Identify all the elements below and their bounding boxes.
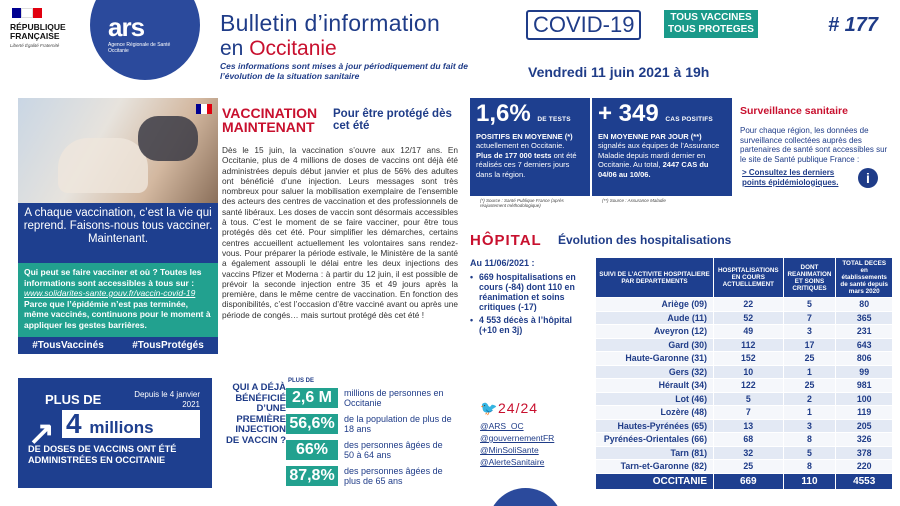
bulletin-date: Vendredi 11 juin 2021 à 19h (528, 64, 710, 80)
table-cell: 152 (714, 352, 784, 366)
table-cell: 13 (714, 419, 784, 433)
vaccination-heading-a: VACCINATION (222, 105, 318, 121)
department-name: Ariège (09) (596, 298, 714, 312)
table-cell: 119 (836, 406, 893, 420)
positive-cases-text-2: 2447 CAS du 04/06 au 10/06. (598, 160, 709, 179)
table-row (596, 379, 893, 393)
table-cell: 122 (714, 379, 784, 393)
table-cell: 7 (783, 311, 836, 325)
hospital-subheading: Évolution des hospitalisations (558, 233, 732, 247)
positive-cases-count: + 349 (598, 100, 659, 127)
table-cell: 25 (714, 460, 784, 474)
table-cell: 806 (836, 352, 893, 366)
table-cell: 5 (783, 446, 836, 460)
region-title (220, 37, 337, 61)
hospital-summary-item: • 669 hospitalisations en cours (-84) dont 110 en réanimation et soins critiques (-17) (470, 272, 590, 312)
vaccination-heading (222, 106, 317, 134)
positive-cases-unit: CAS POSITIFS (665, 116, 713, 123)
table-cell: 365 (836, 311, 893, 325)
republique-francaise-logo (10, 8, 90, 72)
table-cell: 378 (836, 446, 893, 460)
ars-subtitle: Agence Régionale de Santé Occitanie (108, 42, 171, 54)
table-row (596, 365, 893, 379)
region-name: Occitanie (249, 37, 337, 60)
positive-tests-text-3: ont été réalisés ces 7 derniers jours dans la région. (476, 150, 577, 179)
stat-pill-label: millions de personnes en Occitanie (344, 388, 444, 408)
table-row (596, 325, 893, 339)
positive-tests-value (476, 102, 584, 132)
first-injection-plus-de: PLUS DE (288, 378, 315, 384)
table-header-cell: SUIVI DE L’ACTIVITE HOSPITALIERE PAR DEPARTEMENTS (596, 258, 714, 298)
decorative-circle (488, 488, 563, 506)
table-total-row (596, 473, 893, 489)
doses-description: DE DOSES DE VACCINS ONT ÉTÉ ADMINISTRÉES EN OCCITANIE (28, 444, 177, 465)
table-cell: 22 (714, 298, 784, 312)
positive-tests-label: POSITIFS EN MOYENNE (*) (476, 132, 573, 141)
photo-arm-shape (58, 138, 148, 193)
department-name: Gers (32) (596, 365, 714, 379)
covid-title-box: COVID-19 (526, 10, 641, 40)
doses-plus-de: PLUS DE (45, 392, 102, 407)
table-cell: 110 (783, 473, 836, 489)
stat-pill: 56,6% (286, 414, 338, 434)
arrow-up-right-icon: ↗ (28, 415, 55, 451)
hashtags-bar (18, 337, 218, 354)
stat-pill-label: de la population de plus de 18 ans (344, 414, 452, 434)
hospital-summary-item: • 4 553 décès à l’hôpital (+10 en 3j) (470, 315, 590, 335)
tous-vaccines-badge: TOUS VACCINES TOUS PROTEGES (664, 10, 758, 38)
table-cell: 643 (836, 338, 893, 352)
table-cell: 7 (714, 406, 784, 420)
table-row (596, 298, 893, 312)
source-note-2: (**) Source : Assurance Maladie (602, 198, 666, 203)
table-cell: 17 (783, 338, 836, 352)
table-cell: 25 (783, 352, 836, 366)
table-cell: 49 (714, 325, 784, 339)
table-header-cell: HOSPITALISATIONS EN COURS ACTUELLEMENT (714, 258, 784, 298)
table-row (596, 338, 893, 352)
department-name: Gard (30) (596, 338, 714, 352)
twitter-account-link[interactable]: @ARS_OC (480, 421, 524, 431)
surveillance-heading: Surveillance sanitaire (740, 105, 848, 117)
source-note-1: (*) Source : Santé Publique France (après réajustement méthodologique) (480, 198, 564, 208)
vaccination-slogan: A chaque vaccination, c’est la vie qui reprend. Faisons-nous tous vacciner. Maintenant. (18, 203, 218, 263)
vaccination-subheading: Pour être protégé dès cet été (333, 108, 452, 132)
positive-tests-stat (470, 98, 590, 196)
table-cell: 3 (783, 419, 836, 433)
department-name: Tarn-et-Garonne (82) (596, 460, 714, 474)
photo-glove-shape (138, 116, 198, 161)
table-cell: 669 (714, 473, 784, 489)
positive-rate-unit: DE TESTS (537, 116, 571, 123)
department-name: Tarn (81) (596, 446, 714, 460)
table-cell: 2 (783, 392, 836, 406)
twitter-account-link[interactable]: @gouvernementFR (480, 433, 555, 443)
positive-tests-text-2: Plus de 177 000 tests (476, 150, 552, 160)
table-row (596, 406, 893, 420)
surveillance-text: Pour chaque région, les données de surveillance collectées auprès des partenaires de santé sont accessibles sur le site de Santé publique France : (740, 126, 888, 164)
twitter-heading: 24/24 (498, 400, 539, 416)
doses-count (62, 410, 200, 438)
table-cell: 8 (783, 460, 836, 474)
hashtag-tous-vaccines: #TousVaccinés (32, 340, 104, 351)
table-cell: 32 (714, 446, 784, 460)
department-name: Hautes-Pyrénées (65) (596, 419, 714, 433)
positive-cases-text (598, 141, 726, 179)
french-flag-icon (12, 8, 42, 18)
ars-logo-circle (90, 0, 200, 80)
doses-number: 4 (66, 408, 82, 439)
who-question: Qui peut se faire vacciner et où ? Toutes les informations sont accessibles à tous sur : (24, 267, 202, 288)
department-name: Haute-Garonne (31) (596, 352, 714, 366)
table-row (596, 460, 893, 474)
table-header-cell: DONT REANIMATION ET SOINS CRITIQUES (783, 258, 836, 298)
department-name: Lot (46) (596, 392, 714, 406)
table-row (596, 433, 893, 447)
table-cell: 100 (836, 392, 893, 406)
table-cell: 220 (836, 460, 893, 474)
department-name: Aude (11) (596, 311, 714, 325)
table-cell: 1 (783, 365, 836, 379)
twitter-accounts (480, 420, 554, 468)
hospitalisation-table (595, 257, 893, 490)
epidemiology-link[interactable]: > Consultez les derniers points épidémiologiques. (742, 168, 839, 187)
who-after: Parce que l’épidémie n’est pas terminée, même vaccinés, continuons pour le moment à appliquer les gestes barrières. (24, 298, 211, 330)
table-cell: 205 (836, 419, 893, 433)
table-cell: 1 (783, 406, 836, 420)
stat-pill: 87,8% (286, 466, 338, 486)
table-row (596, 419, 893, 433)
doses-unit: millions (89, 418, 154, 437)
issue-number: # 177 (828, 14, 879, 36)
stat-pill-label: des personnes âgées de 50 à 64 ans (344, 440, 443, 460)
rf-motto: Liberté Égalité Fraternité (10, 43, 60, 48)
department-name: Hérault (34) (596, 379, 714, 393)
vaccination-body-text: Dès le 15 juin, la vaccination s’ouvre aux 12/17 ans. En Occitanie, plus de 4 millions de doses de vaccins ont déjà été administrées depuis début janvier et plus de 56% des adultes ont bénéficié d’une injection. Leurs messages sont très nombreux pour saluer la mobilisation exemplaire de l’ensemble des acteurs des centres de vaccination et des professionnels de santé libéraux. Les doses de vaccin sont désormais accessibles à tous. C’est le moment de se faire vacciner, pour être tous protégés dès cet été. Pour simplifier les démarches, certains centres accueillent actuellement les volontaires sans rendez-vous. Pour préparer la période estivale, le Ministère de la santé a également assoupli le délai entre les deux injections des vaccins Pfizer et Moderna : à partir du 12 juin, il est possible de prévoir la seconde injection entre 35 et 49 jours après la première, dans le même centre de vaccination. En fonction des disponibilités, c’est l’occasion d’être vacciné avant ou après une période de congés… mais surtout protégé dès cet été ! (222, 145, 458, 320)
who-can-vaccinate-box (18, 263, 218, 337)
hospital-summary (470, 272, 590, 338)
department-name: Pyrénées-Orientales (66) (596, 433, 714, 447)
info-icon[interactable]: i (858, 168, 878, 188)
vaccination-heading-b: MAINTENANT (222, 119, 315, 135)
table-cell: 231 (836, 325, 893, 339)
department-name: Lozère (48) (596, 406, 714, 420)
table-cell: 5 (714, 392, 784, 406)
stat-pill-label: des personnes âgées de plus de 65 ans (344, 466, 443, 486)
table-cell: 4553 (836, 473, 893, 489)
table-row (596, 352, 893, 366)
hospital-date: Au 11/06/2021 : (470, 258, 535, 268)
table-cell: 112 (714, 338, 784, 352)
department-name: OCCITANIE (596, 473, 714, 489)
rf-text: RÉPUBLIQUE FRANÇAISE (10, 22, 66, 41)
doses-since: Depuis le 4 janvier 2021 (134, 390, 200, 409)
table-row (596, 311, 893, 325)
twitter-account-link[interactable]: @AlerteSanitaire (480, 457, 545, 467)
twitter-icon[interactable]: 🐦 (480, 400, 498, 416)
table-cell: 68 (714, 433, 784, 447)
table-cell: 981 (836, 379, 893, 393)
twitter-account-link[interactable]: @MinSoliSante (480, 445, 539, 455)
table-header-cell: TOTAL DECES en établissements de santé depuis mars 2020 (836, 258, 893, 298)
table-cell: 3 (783, 325, 836, 339)
department-name: Aveyron (12) (596, 325, 714, 339)
update-note: Ces informations sont mises à jour périodiquement du fait de l’évolution de la situation sanitaire (220, 61, 468, 81)
table-cell: 326 (836, 433, 893, 447)
bulletin-title: Bulletin d’information (220, 10, 441, 36)
positive-cases-label: EN MOYENNE PAR JOUR (**) (598, 132, 702, 141)
positive-cases-value (598, 102, 726, 132)
positive-rate: 1,6% (476, 100, 531, 127)
positive-tests-text (476, 141, 584, 179)
first-injection-question: QUI A DÉJÀ BÉNÉFICIÉ D’UNE PREMIÈRE INJECTION DE VACCIN ? (226, 382, 286, 446)
table-cell: 99 (836, 365, 893, 379)
vaccination-photo (18, 98, 218, 203)
table-cell: 5 (783, 298, 836, 312)
positive-cases-stat (592, 98, 732, 196)
hashtag-tous-proteges: #TousProtégés (132, 340, 204, 351)
table-cell: 10 (714, 365, 784, 379)
table-cell: 80 (836, 298, 893, 312)
table-cell: 8 (783, 433, 836, 447)
table-row (596, 446, 893, 460)
table-cell: 52 (714, 311, 784, 325)
photo-flag-icon (196, 104, 212, 114)
hospital-heading: HÔPITAL (470, 232, 542, 249)
table-row (596, 392, 893, 406)
positive-tests-text-1: actuellement en Occitanie. (476, 141, 565, 150)
vaccine-info-link[interactable]: www.solidarites-sante.gouv.fr/vaccin-covid-19 (24, 288, 196, 298)
region-prefix: en (220, 37, 250, 60)
ars-logo: ars (108, 12, 145, 42)
table-cell: 25 (783, 379, 836, 393)
stat-pill: 66% (286, 440, 338, 460)
stat-pill: 2,6 M (286, 388, 338, 408)
positive-cases-text-1: signalés aux équipes de l’Assurance Maladie depuis mardi dernier en Occitanie. Au total, (598, 141, 720, 169)
